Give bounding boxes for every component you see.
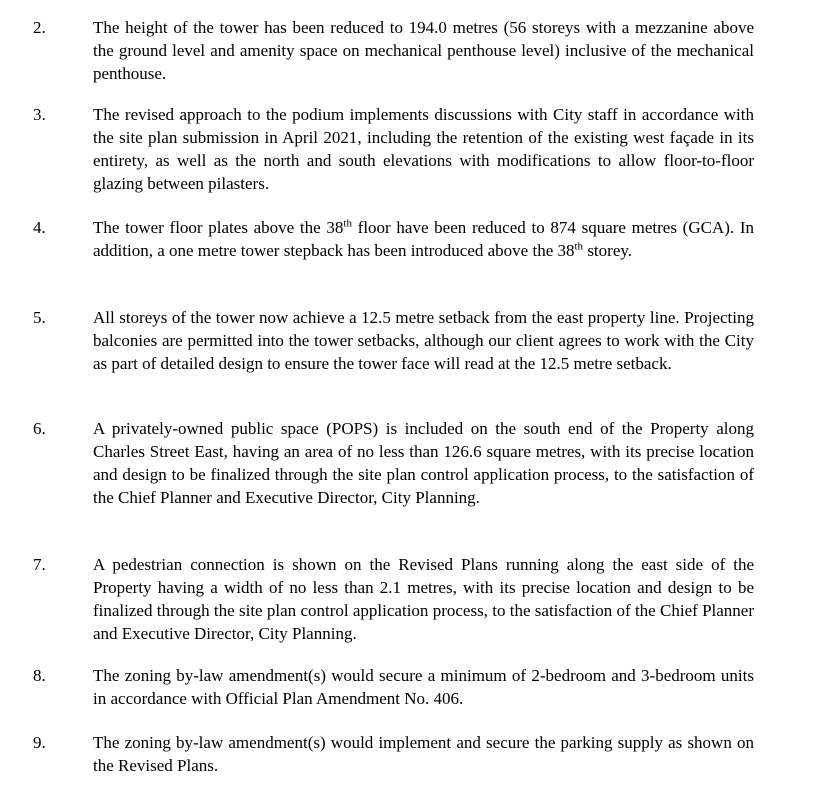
item-text-part: The tower floor plates above the 38 [93, 218, 344, 237]
item-number: 4. [33, 218, 46, 237]
item-text-part: floor have been reduced to 874 square metres (GCA). In addition, a one metre tower stepback has been introduced above the 38 [93, 218, 754, 260]
item-number: 2. [33, 18, 46, 37]
item-text: The zoning by-law amendment(s) would secure a minimum of 2-bedroom and 3-bedroom units in accordance with Official Plan Amendment No. 406. [93, 666, 754, 708]
ordinal-suffix: th [343, 217, 352, 230]
item-text: All storeys of the tower now achieve a 12.5 metre setback from the east property line. Projecting balconies are permitted into the tower setbacks, although our client agrees to work with the City as part of detailed design to ensure the tower face will read at the 12.5 metre setback. [93, 308, 754, 373]
item-text: The revised approach to the podium implements discussions with City staff in accordance with the site plan submission in April 2021, including the retention of the existing west façade in its entirety, as well as the north and south elevations with modifications to allow floor-to-floor glazing between pilasters. [93, 105, 754, 193]
item-number: 8. [33, 666, 46, 685]
item-number: 5. [33, 308, 46, 327]
item-number: 3. [33, 105, 46, 124]
item-text [93, 216, 754, 262]
item-number: 7. [33, 555, 46, 574]
item-text: A pedestrian connection is shown on the Revised Plans running along the east side of the Property having a width of no less than 2.1 metres, with its precise location and design to be finalized through the site plan control application process, to the satisfaction of the Chief Planner and Executive Director, City Planning. [93, 555, 754, 643]
item-text: The height of the tower has been reduced to 194.0 metres (56 storeys with a mezzanine above the ground level and amenity space on mechanical penthouse level) inclusive of the mechanical penthouse. [93, 18, 754, 83]
item-text-part: storey. [583, 241, 633, 260]
item-number: 9. [33, 733, 46, 752]
item-number: 6. [33, 419, 46, 438]
item-text: The zoning by-law amendment(s) would implement and secure the parking supply as shown on the Revised Plans. [93, 733, 754, 775]
ordinal-suffix: th [574, 240, 584, 253]
item-text: A privately-owned public space (POPS) is included on the south end of the Property along Charles Street East, having an area of no less than 126.6 square metres, with its precise location and design to be finalized through the site plan control application process, to the satisfaction of the Chief Planner and Executive Director, City Planning. [93, 419, 754, 507]
